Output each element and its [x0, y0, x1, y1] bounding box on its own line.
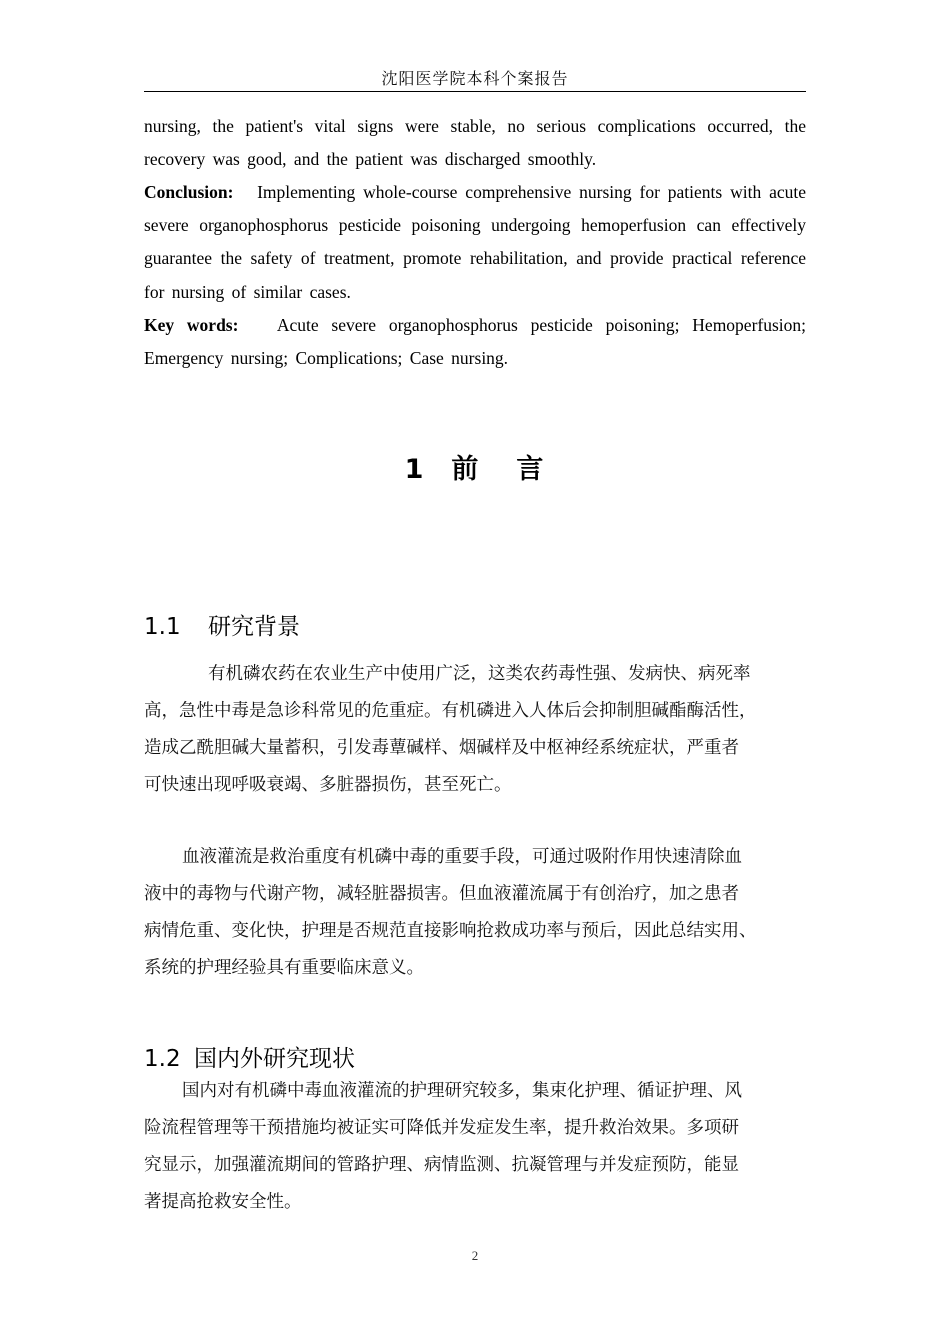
section-number: 1.1	[144, 614, 181, 640]
paragraph-research-status	[144, 1073, 806, 1221]
section-number: 1.2	[144, 1046, 181, 1072]
abstract-keywords	[144, 309, 806, 375]
paragraph-line: 系统的护理经验具有重要临床意义。	[144, 958, 424, 978]
paragraph-line: 造成乙酰胆碱大量蓄积，引发毒蕈碱样、烟碱样及中枢神经系统症状，严重者	[144, 738, 739, 758]
paragraph-line: 高，急性中毒是急诊科常见的危重症。有机磷进入人体后会抑制胆碱酯酶活性，	[144, 701, 757, 721]
chapter-title-char-1: 前	[451, 454, 481, 485]
page-number: 2	[471, 1248, 479, 1263]
paragraph-background-2	[144, 839, 806, 987]
paragraph-line: 可快速出现呼吸衰竭、多脏器损伤，甚至死亡。	[144, 775, 512, 795]
paragraph-line: 液中的毒物与代谢产物，减轻脏器损害。但血液灌流属于有创治疗，加之患者	[144, 884, 739, 904]
paragraph-line: 有机磷农药在农业生产中使用广泛，这类农药毒性强、发病快、病死率	[208, 664, 751, 684]
section-title: 研究背景	[208, 614, 300, 640]
section-heading-1-1	[144, 608, 300, 641]
paragraph-background-1	[144, 656, 806, 804]
keywords-text: Acute severe organophosphorus pesticide poisoning; Hemoperfusion; Emergency nursing; Complications; Case nursing.	[144, 315, 807, 369]
abstract-continuation: nursing, the patient's vital signs were stable, no serious complications occurred, the recovery was good, and the patient was discharged smoothly.	[144, 116, 806, 170]
chapter-title-char-2: 言	[516, 454, 546, 485]
paragraph-line: 国内对有机磷中毒血液灌流的护理研究较多，集束化护理、循证护理、风	[182, 1081, 742, 1101]
paragraph-line: 险流程管理等干预措施均被证实可降低并发症发生率，提升救治效果。多项研	[144, 1118, 739, 1138]
conclusion-text: Implementing whole-course comprehensive nursing for patients with acute severe organophosphorus pesticide poisoning undergoing hemoperfusion can effectively guarantee the safety of treatment, promote rehabilitation, and provide practical reference for nursing of similar cases.	[144, 182, 807, 302]
keywords-label: Key words:	[144, 315, 239, 335]
chapter-number: 1	[404, 454, 426, 485]
chapter-title	[0, 447, 950, 486]
abstract-conclusion	[144, 176, 806, 309]
paragraph-line: 著提高抢救安全性。	[144, 1192, 302, 1212]
header-rule	[144, 91, 806, 92]
paragraph-line: 病情危重、变化快，护理是否规范直接影响抢救成功率与预后，因此总结实用、	[144, 921, 757, 941]
running-header: 沈阳医学院本科个案报告	[381, 69, 569, 88]
paragraph-line: 血液灌流是救治重度有机磷中毒的重要手段，可通过吸附作用快速清除血	[182, 847, 742, 867]
conclusion-label: Conclusion:	[144, 182, 234, 202]
section-title: 国内外研究现状	[194, 1046, 355, 1072]
section-heading-1-2	[144, 1040, 355, 1073]
paragraph-line: 究显示，加强灌流期间的管路护理、病情监测、抗凝管理与并发症预防，能显	[144, 1155, 739, 1175]
